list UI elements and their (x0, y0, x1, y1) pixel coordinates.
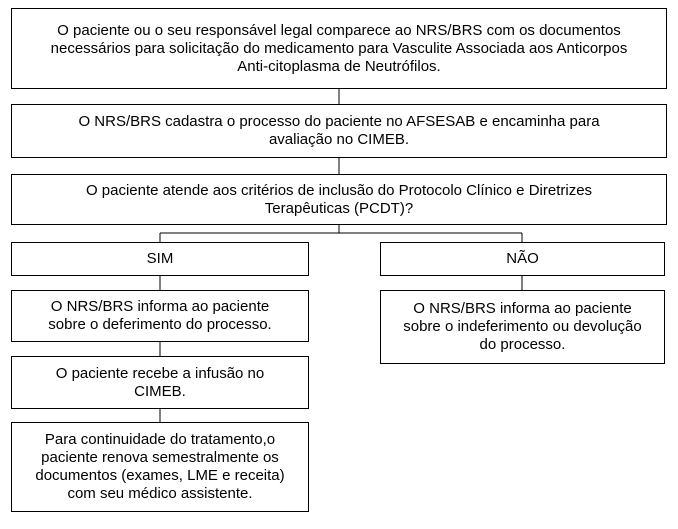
step-register-text: O NRS/BRS cadastra o processo do paciente no AFSESAB e encaminha para avaliação no CIMEB. (78, 113, 600, 148)
infusion-text: O paciente recebe a infusão no CIMEB. (55, 364, 265, 400)
yes-inform-text: O NRS/BRS informa ao paciente sobre o deferimento do processo. (48, 298, 272, 333)
decision-question-text: O paciente atende aos critérios de inclusão do Protocolo Clínico e Diretrizes Terapêuticas (PCDT)? (85, 181, 593, 217)
no-inform-text: O NRS/BRS informa ao paciente sobre o indeferimento ou devolução do processo. (403, 300, 642, 353)
yes-label: SIM (146, 250, 174, 267)
no-inform-box (380, 290, 665, 364)
step-register-box (11, 104, 667, 158)
no-label-box (380, 242, 665, 276)
continuity-text: Para continuidade do tratamento,o paciente renova semestralmente os documentos (exames, LME e receita) com seu médico assistente. (35, 431, 285, 502)
step-arrive-box (11, 8, 667, 89)
step-arrive-text: O paciente ou o seu responsável legal comparece ao NRS/BRS com os documentos necessários para solicitação do medicamento para Vasculite Associada aos Anticorpos Anti-citoplasma de Neutrófilos. (50, 21, 628, 75)
decision-question-box (11, 174, 667, 225)
infusion-box (11, 356, 309, 409)
yes-inform-box (11, 290, 309, 342)
yes-label-box (11, 242, 309, 276)
continuity-box (11, 422, 309, 512)
no-label: NÃO (506, 250, 539, 267)
